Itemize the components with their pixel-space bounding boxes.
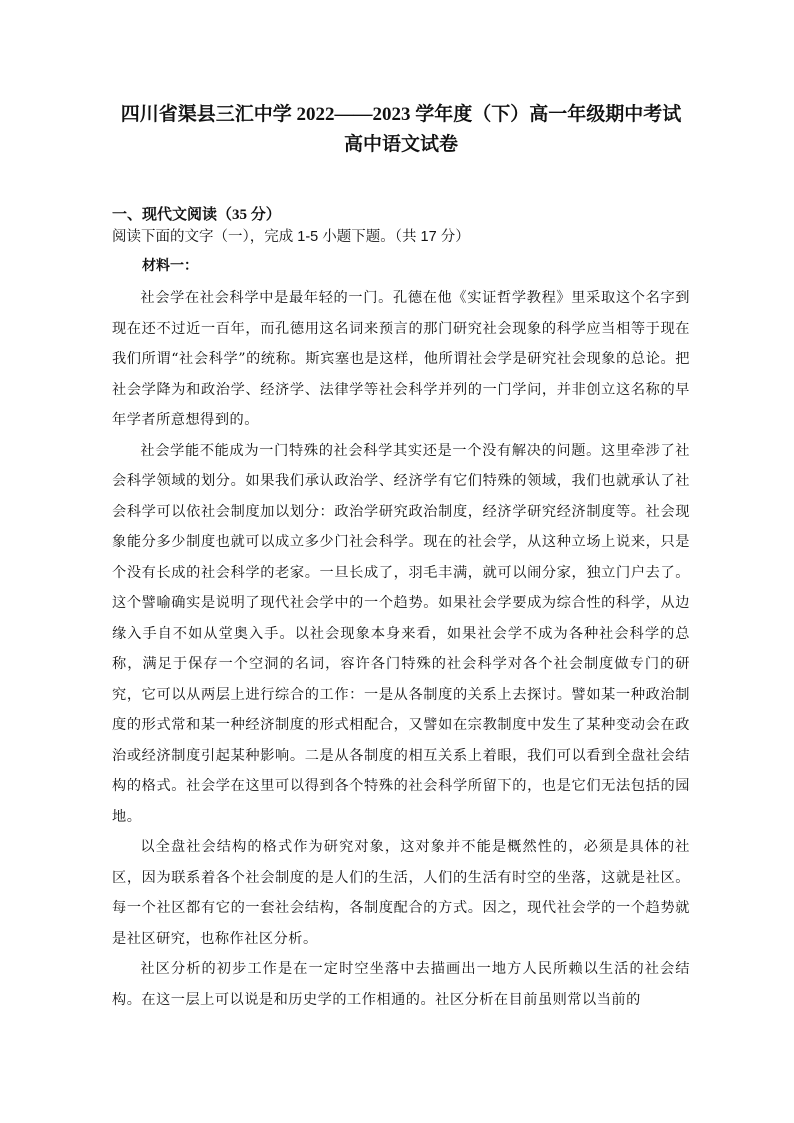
section-heading: 一、现代文阅读（35 分） — [112, 207, 281, 223]
exam-title-line2: 高中语文试卷 — [343, 134, 458, 155]
body-paragraph-3: 以全盘社会结构的格式作为研究对象，这对象并不能是概然性的，必须是具体的社区，因为联系着各个社会制度的是人们的生活，人们的生活有时空的坐落，这就是社区。每一个社区都有它的一套社会结构，各制度配合的方式。因之，现代社会学的一个趋势就是社区研究，也称作社区分析。 — [112, 839, 690, 947]
exam-title-line1: 四川省渠县三汇中学 2022——2023 学年度（下）高一年级期中考试 — [120, 104, 682, 125]
exam-title — [96, 100, 706, 160]
reading-instruction: 阅读下面的文字（一），完成 1-5 小题下题。（共 17 分） — [112, 229, 470, 245]
material-label: 材料一： — [142, 259, 198, 274]
body-paragraph-4: 社区分析的初步工作是在一定时空坐落中去描画出一地方人民所赖以生活的社会结构。在这一层上可以说是和历史学的工作相通的。社区分析在目前虽则常以当前的 — [112, 961, 690, 1008]
body-paragraph-1: 社会学在社会科学中是最年轻的一门。孔德在他《实证哲学教程》里采取这个名字到现在还不过近一百年，而孔德用这名词来预言的那门研究社会现象的科学应当相等于现在我们所谓“社会科学”的统称。斯宾塞也是这样，他所谓社会学是研究社会现象的总论。把社会学降为和政治学、经济学、法律学等社会科学并列的一门学问，并非创立这名称的早年学者所意想得到的。 — [112, 290, 690, 428]
body-paragraph-2: 社会学能不能成为一门特殊的社会科学其实还是一个没有解决的问题。这里牵涉了社会科学领域的划分。如果我们承认政治学、经济学有它们特殊的领域，我们也就承认了社会科学可以依社会制度加以划分：政治学研究政治制度，经济学研究经济制度等。社会现象能分多少制度也就可以成立多少门社会科学。现在的社会学，从这种立场上说来，只是个没有长成的社会科学的老家。一旦长成了，羽毛丰满，就可以闹分家，独立门户去了。这个譬喻确实是说明了现代社会学中的一个趋势。如果社会学要成为综合性的科学，从边缘入手自不如从堂奥入手。以社会现象本身来看，如果社会学不成为各种社会科学的总称，满足于保存一个空洞的名词，容许各门特殊的社会科学对各个社会制度做专门的研究，它可以从两层上进行综合的工作：一是从各制度的关系上去探讨。譬如某一种政治制度的形式常和某一种经济制度的形式相配合，又譬如在宗教制度中发生了某种变动会在政治或经济制度引起某种影响。二是从各制度的相互关系上着眼，我们可以看到全盘社会结构的格式。社会学在这里可以得到各个特殊的社会科学所留下的，也是它们无法包括的园地。 — [112, 442, 690, 825]
